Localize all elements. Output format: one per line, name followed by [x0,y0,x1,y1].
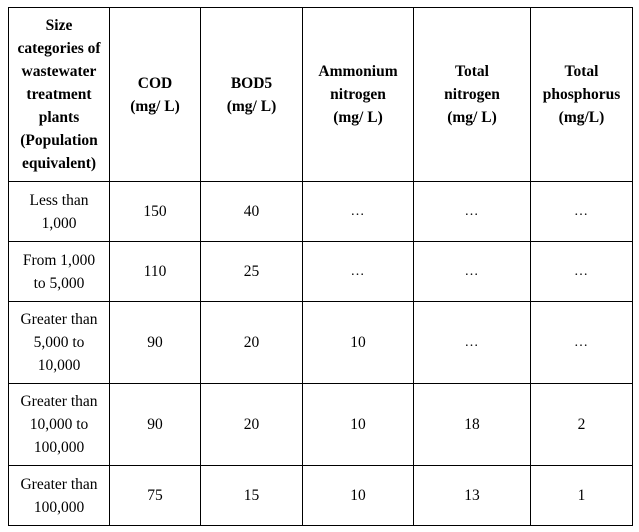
cod-cell: 75 [110,466,201,526]
header-line: treatment [26,86,92,103]
ammonium-cell: 10 [303,466,414,526]
header-line: (mg/ L) [130,97,180,115]
discharge-limits-table [8,7,633,526]
size-category-cell [9,466,110,526]
header-line: Ammonium [318,63,398,80]
header-line: phosphorus [542,86,621,103]
header-line: nitrogen [330,86,386,103]
ammonium-cell: 10 [303,384,414,466]
category-line: Less than [29,191,89,209]
bod-cell: 15 [201,466,303,526]
header-line: Size [45,17,73,34]
cod-cell: 110 [110,242,201,302]
size-category-cell [9,384,110,466]
header-ammonium-nitrogen [303,8,414,182]
header-line: Total [564,63,599,80]
table-row [9,302,633,384]
header-line: (Population [20,132,98,149]
category-line: Greater than [20,475,98,493]
table-row [9,384,633,466]
header-line: Total [455,63,489,80]
size-category-cell [9,242,110,302]
header-line: plants [38,109,80,126]
category-line: 100,000 [33,439,85,456]
header-line: (mg/L) [558,109,605,126]
size-category-cell [9,182,110,242]
bod-cell: 20 [201,302,303,384]
bod-cell: 20 [201,384,303,466]
total-phosphorus-cell: … [531,302,633,384]
category-line: 5,000 to [33,334,85,351]
bod-cell: 40 [201,182,303,242]
bod-cell: 25 [201,242,303,302]
header-total-nitrogen [414,8,531,182]
table-row [9,466,633,526]
total-nitrogen-cell: 13 [414,466,531,526]
ammonium-cell: … [303,242,414,302]
table-row [9,242,633,302]
ammonium-cell: 10 [303,302,414,384]
header-line: COD [137,74,173,92]
header-bod5 [201,8,303,182]
category-line: 10,000 [37,357,81,374]
total-nitrogen-cell: … [414,302,531,384]
header-total-phosphorus [531,8,633,182]
size-category-cell [9,302,110,384]
category-line: 10,000 to [29,416,89,433]
table-wrapper [8,7,633,526]
ammonium-cell: … [303,182,414,242]
total-phosphorus-cell: 1 [531,466,633,526]
total-nitrogen-cell: … [414,182,531,242]
header-line: categories of [17,40,101,57]
total-phosphorus-cell: 2 [531,384,633,466]
header-line: (mg/ L) [333,109,383,126]
header-line: (mg/ L) [226,97,277,115]
category-line: 100,000 [33,498,85,516]
header-line: wastewater [21,63,97,80]
category-line: Greater than [20,393,98,410]
header-line: equivalent) [21,155,97,172]
category-line: Greater than [20,311,98,328]
total-nitrogen-cell: … [414,242,531,302]
header-cod [110,8,201,182]
cod-cell: 90 [110,302,201,384]
category-line: 1,000 [41,214,77,232]
table-row [9,182,633,242]
cod-cell: 150 [110,182,201,242]
total-nitrogen-cell: 18 [414,384,531,466]
cod-cell: 90 [110,384,201,466]
category-line: From 1,000 [22,251,96,269]
header-size-category [9,8,110,182]
header-row [9,8,633,182]
header-line: BOD5 [230,74,273,92]
total-phosphorus-cell: … [531,182,633,242]
total-phosphorus-cell: … [531,242,633,302]
header-line: nitrogen [444,86,500,103]
header-line: (mg/ L) [447,109,497,126]
category-line: to 5,000 [33,274,85,292]
